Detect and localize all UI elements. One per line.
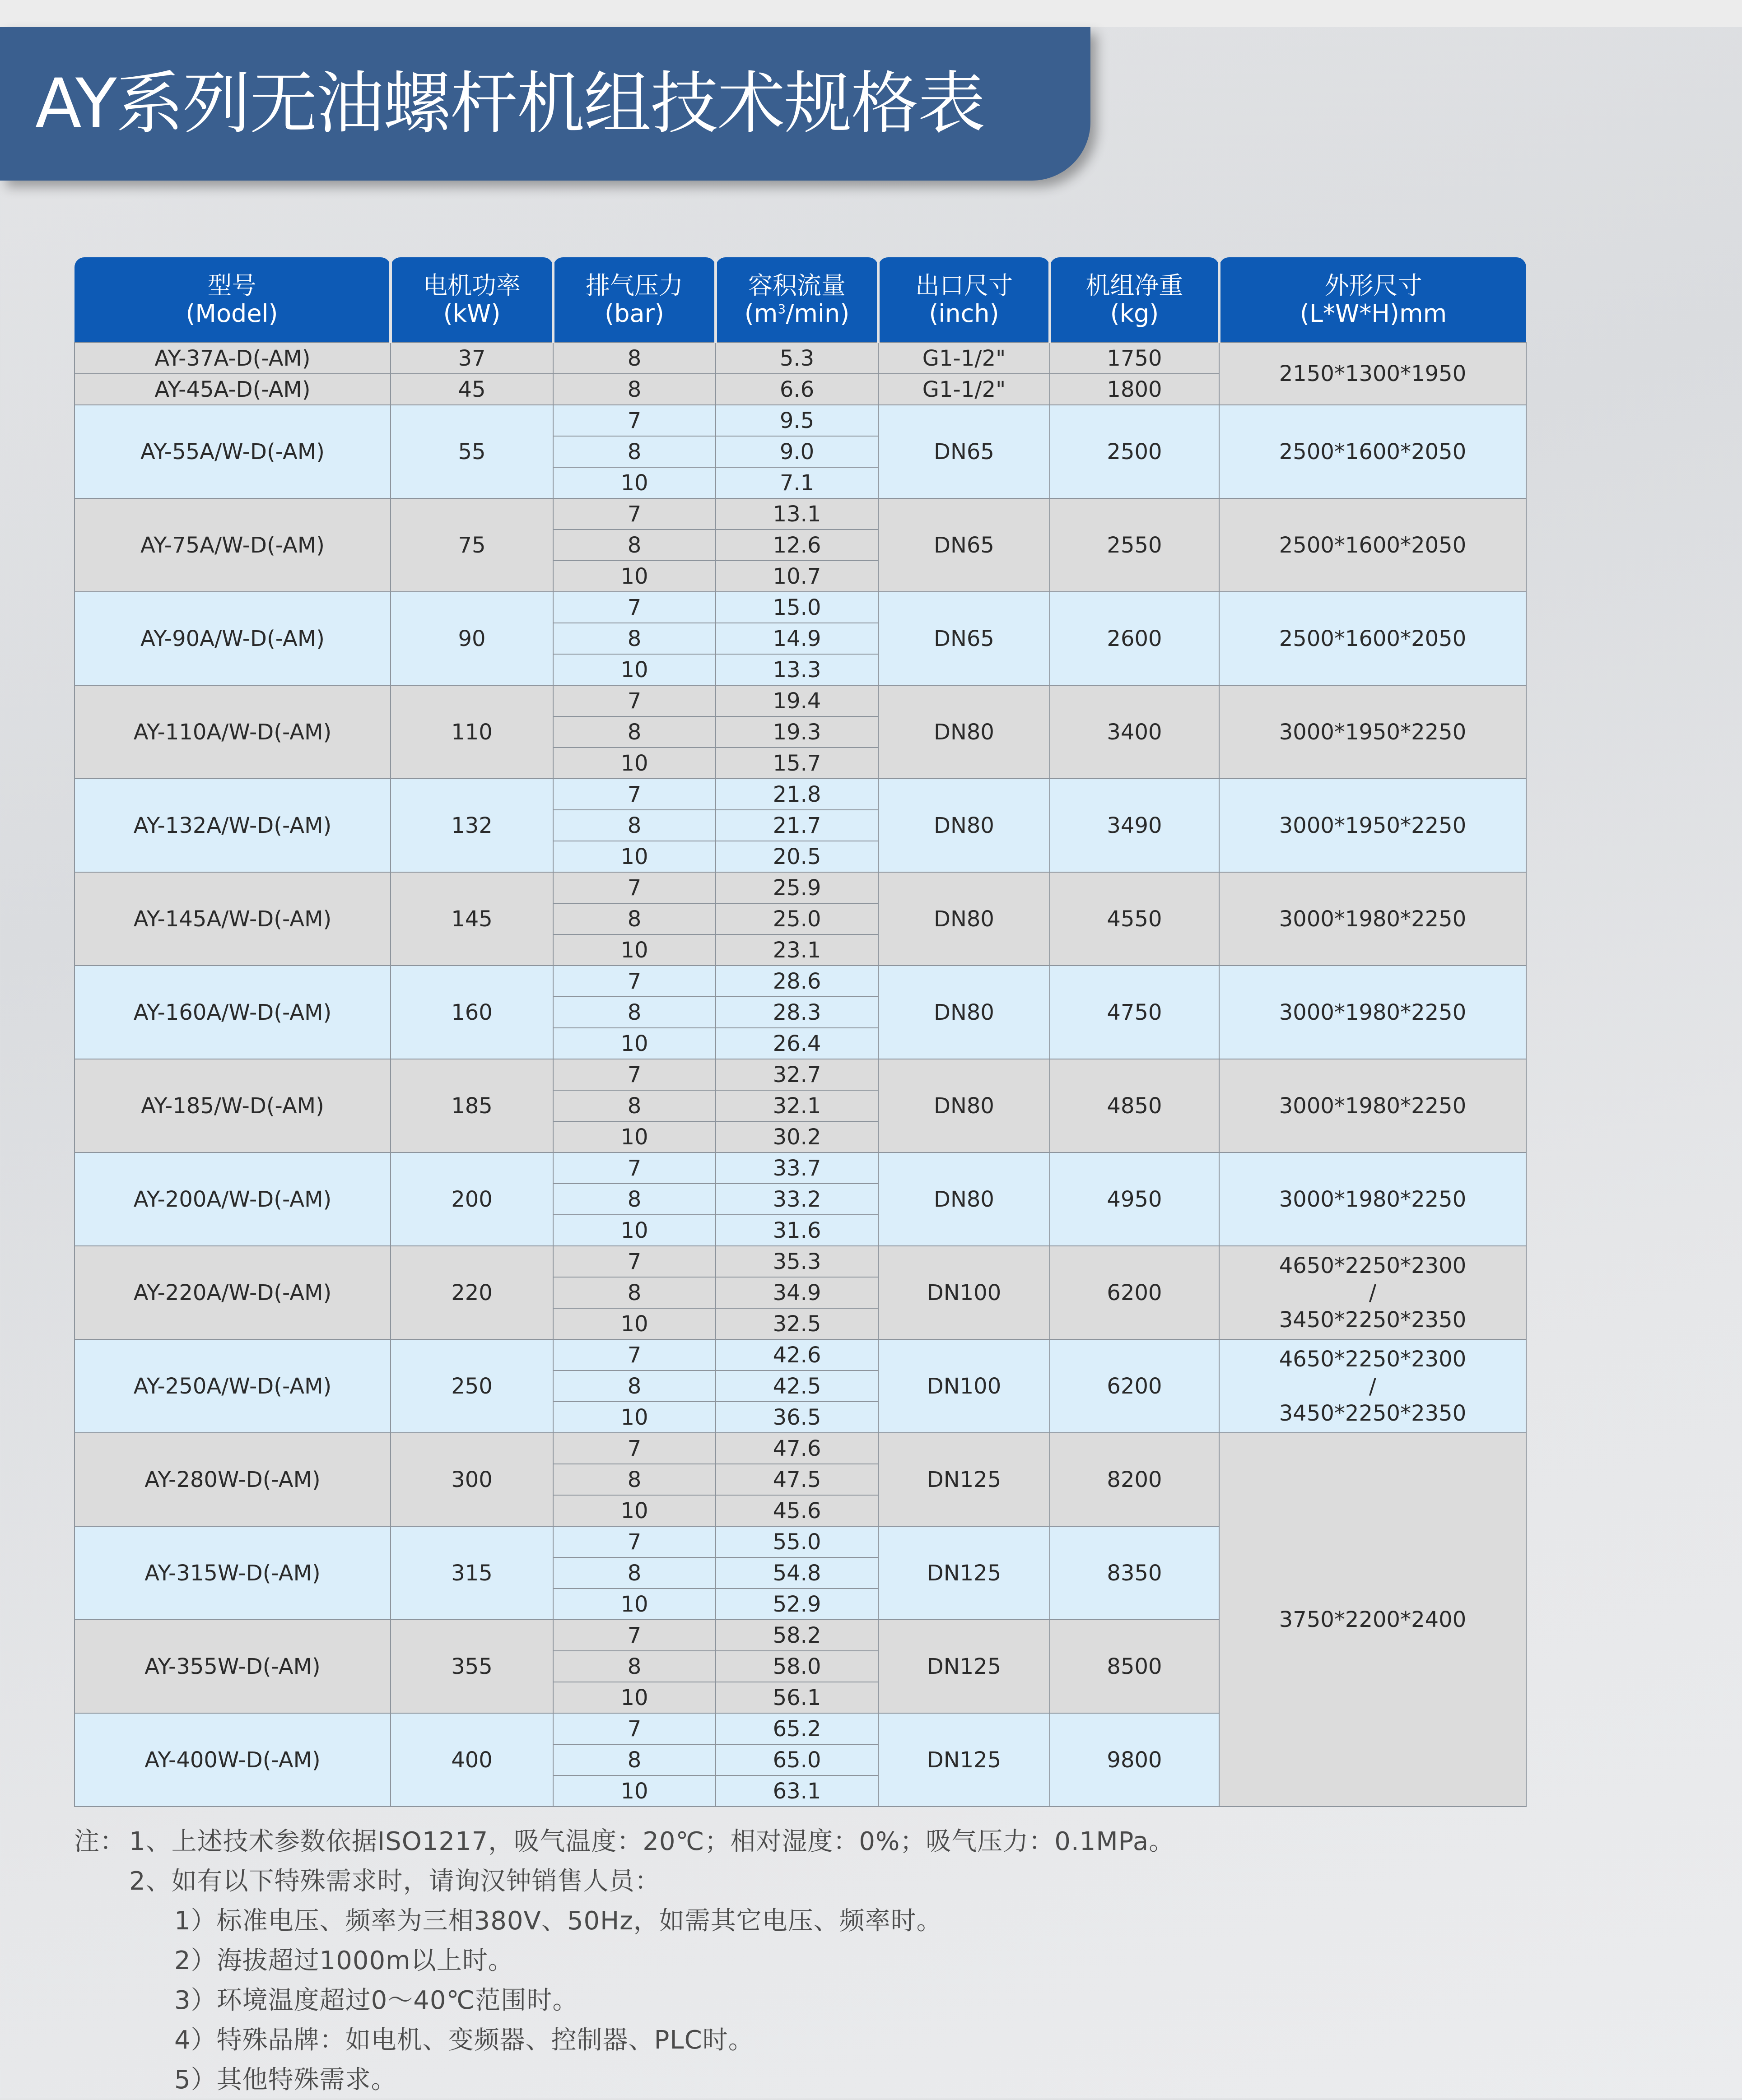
pressure-cell: 10 [553,1775,716,1807]
table-row [75,872,1526,903]
dimension-cell: 2500*1600*2050 [1219,405,1526,498]
col-header-flow [716,257,878,343]
flow-cell: 9.5 [716,405,878,436]
model-cell: AY-355W-D(-AM) [75,1620,391,1713]
model-cell: AY-185/W-D(-AM) [75,1059,391,1152]
pressure-cell: 10 [553,1028,716,1059]
pressure-cell: 10 [553,748,716,779]
flow-cell: 19.3 [716,716,878,748]
weight-cell: 3490 [1050,779,1219,872]
flow-cell: 15.0 [716,592,878,623]
pressure-cell: 8 [553,623,716,654]
pressure-cell: 8 [553,1557,716,1589]
pressure-cell: 7 [553,779,716,810]
outlet-cell: DN100 [878,1246,1050,1339]
flow-cell: 25.9 [716,872,878,903]
power-cell: 250 [391,1339,553,1433]
flow-cell: 26.4 [716,1028,878,1059]
flow-cell: 36.5 [716,1402,878,1433]
col-header-power [391,257,553,343]
pressure-cell: 7 [553,1433,716,1464]
flow-cell: 20.5 [716,841,878,872]
flow-cell: 33.7 [716,1152,878,1184]
model-cell: AY-37A-D(-AM) [75,343,391,374]
note-line: 1）标准电压、频率为三相380V、50Hz，如需其它电压、频率时。 [174,1906,942,1936]
power-cell: 355 [391,1620,553,1713]
col-header-unit [717,300,877,328]
dimension-cell: 3000*1950*2250 [1219,685,1526,779]
col-header-unit: (kW) [443,299,501,328]
flow-cell: 9.0 [716,436,878,467]
outlet-cell: DN80 [878,685,1050,779]
flow-cell: 65.2 [716,1713,878,1744]
flow-cell: 45.6 [716,1495,878,1526]
pressure-cell: 10 [553,1495,716,1526]
power-cell: 55 [391,405,553,498]
table-row [75,685,1526,716]
note-line: 5）其他特殊需求。 [174,2065,397,2095]
header-row [75,257,1526,343]
pressure-cell: 7 [553,592,716,623]
col-header-model [75,257,391,343]
pressure-cell: 8 [553,1744,716,1775]
pressure-cell: 7 [553,1339,716,1371]
pressure-cell: 7 [553,498,716,530]
dimension-cell: 3000*1980*2250 [1219,966,1526,1059]
pressure-cell: 8 [553,903,716,934]
col-header-unit: (bar) [605,299,664,328]
outlet-cell: DN125 [878,1526,1050,1620]
pressure-cell: 8 [553,1090,716,1121]
col-header-weight [1050,257,1219,343]
dimension-line: 4650*2250*2300 [1279,1253,1467,1278]
weight-cell: 4850 [1050,1059,1219,1152]
model-cell: AY-160A/W-D(-AM) [75,966,391,1059]
dimension-line: 4650*2250*2300 [1279,1346,1467,1372]
pressure-cell: 8 [553,716,716,748]
col-header-label: 机组净重 [1085,271,1183,300]
pressure-cell: 8 [553,436,716,467]
unit-part: (m [744,299,778,328]
note-line: 4）特殊品牌：如电机、变频器、控制器、PLC时。 [174,2026,754,2055]
dimension-cell: 3000*1980*2250 [1219,1059,1526,1152]
weight-cell: 1750 [1050,343,1219,374]
dimension-cell: 3000*1980*2250 [1219,872,1526,966]
model-cell: AY-110A/W-D(-AM) [75,685,391,779]
flow-cell: 13.3 [716,654,878,685]
power-cell: 185 [391,1059,553,1152]
pressure-cell: 10 [553,934,716,966]
flow-cell: 52.9 [716,1589,878,1620]
weight-cell: 4950 [1050,1152,1219,1246]
power-cell: 45 [391,374,553,405]
pressure-cell: 8 [553,374,716,405]
flow-cell: 42.5 [716,1371,878,1402]
weight-cell: 2600 [1050,592,1219,685]
flow-cell: 34.9 [716,1277,878,1308]
pressure-cell: 7 [553,685,716,716]
table-row [75,1246,1526,1277]
pressure-cell: 8 [553,810,716,841]
dimension-cell: 2500*1600*2050 [1219,592,1526,685]
unit-part: /min) [786,299,850,328]
weight-cell: 8500 [1050,1620,1219,1713]
power-cell: 220 [391,1246,553,1339]
weight-cell: 6200 [1050,1339,1219,1433]
weight-cell: 4750 [1050,966,1219,1059]
table-row [75,343,1526,374]
pressure-cell: 7 [553,1713,716,1744]
model-cell: AY-55A/W-D(-AM) [75,405,391,498]
flow-cell: 23.1 [716,934,878,966]
weight-cell: 3400 [1050,685,1219,779]
model-cell: AY-145A/W-D(-AM) [75,872,391,966]
outlet-cell: DN80 [878,779,1050,872]
weight-cell: 2500 [1050,405,1219,498]
model-cell: AY-90A/W-D(-AM) [75,592,391,685]
dimension-cell: 3750*2200*2400 [1219,1433,1526,1807]
flow-cell: 21.7 [716,810,878,841]
outlet-cell: DN125 [878,1433,1050,1526]
flow-cell: 21.8 [716,779,878,810]
flow-cell: 63.1 [716,1775,878,1807]
power-cell: 200 [391,1152,553,1246]
flow-cell: 47.5 [716,1464,878,1495]
outlet-cell: DN65 [878,405,1050,498]
model-cell: AY-220A/W-D(-AM) [75,1246,391,1339]
pressure-cell: 7 [553,405,716,436]
flow-cell: 47.6 [716,1433,878,1464]
col-header-pressure [553,257,716,343]
power-cell: 315 [391,1526,553,1620]
model-cell: AY-280W-D(-AM) [75,1433,391,1526]
pressure-cell: 10 [553,1589,716,1620]
flow-cell: 19.4 [716,685,878,716]
flow-cell: 30.2 [716,1121,878,1152]
pressure-cell: 7 [553,1620,716,1651]
pressure-cell: 10 [553,1121,716,1152]
pressure-cell: 10 [553,467,716,498]
flow-cell: 65.0 [716,1744,878,1775]
col-header-label: 出口尺寸 [915,271,1013,300]
outlet-cell: DN80 [878,966,1050,1059]
pressure-cell: 10 [553,654,716,685]
flow-cell: 25.0 [716,903,878,934]
dimension-cell: 2150*1300*1950 [1219,343,1526,405]
dimension-cell [1219,1339,1526,1433]
table-row [75,1152,1526,1184]
model-cell: AY-250A/W-D(-AM) [75,1339,391,1433]
flow-cell: 42.6 [716,1339,878,1371]
weight-cell: 2550 [1050,498,1219,592]
power-cell: 110 [391,685,553,779]
table-row [75,405,1526,436]
col-header-outlet [878,257,1050,343]
pressure-cell: 7 [553,1152,716,1184]
table-row [75,966,1526,997]
flow-cell: 56.1 [716,1682,878,1713]
weight-cell: 6200 [1050,1246,1219,1339]
pressure-cell: 10 [553,841,716,872]
power-cell: 90 [391,592,553,685]
note-line: 2）海拔超过1000m以上时。 [174,1946,514,1975]
dimension-line: / [1369,1280,1377,1306]
page-title: AY系列无油螺杆机组技术规格表 [35,65,985,143]
col-header-unit: (inch) [929,299,999,328]
outlet-cell: DN65 [878,498,1050,592]
pressure-cell: 8 [553,1277,716,1308]
note-line: 3）环境温度超过0～40℃范围时。 [174,1986,578,2015]
table-row [75,498,1526,530]
unit-superscript: 3 [778,302,786,316]
model-cell: AY-75A/W-D(-AM) [75,498,391,592]
flow-cell: 58.0 [716,1651,878,1682]
pressure-cell: 10 [553,561,716,592]
dimension-line: 3450*2250*2350 [1279,1307,1467,1333]
note-prefix: 注： [74,1827,126,1856]
pressure-cell: 10 [553,1402,716,1433]
weight-cell: 4550 [1050,872,1219,966]
outlet-cell: DN100 [878,1339,1050,1433]
power-cell: 300 [391,1433,553,1526]
dimension-cell: 2500*1600*2050 [1219,498,1526,592]
dimension-line: / [1369,1373,1377,1399]
table-row [75,1059,1526,1090]
flow-cell: 54.8 [716,1557,878,1589]
weight-cell: 8350 [1050,1526,1219,1620]
flow-cell: 55.0 [716,1526,878,1557]
pressure-cell: 10 [553,1308,716,1339]
flow-cell: 32.1 [716,1090,878,1121]
flow-cell: 7.1 [716,467,878,498]
pressure-cell: 7 [553,872,716,903]
col-header-unit: (Model) [186,299,278,328]
model-cell: AY-400W-D(-AM) [75,1713,391,1807]
pressure-cell: 7 [553,1059,716,1090]
weight-cell: 8200 [1050,1433,1219,1526]
flow-cell: 32.5 [716,1308,878,1339]
pressure-cell: 8 [553,1464,716,1495]
pressure-cell: 7 [553,1246,716,1277]
power-cell: 37 [391,343,553,374]
pressure-cell: 8 [553,1651,716,1682]
notes-section [74,1822,1564,2100]
pressure-cell: 8 [553,530,716,561]
pressure-cell: 8 [553,1371,716,1402]
title-banner [0,27,1090,181]
pressure-cell: 8 [553,997,716,1028]
col-header-unit: (L*W*H)mm [1300,299,1447,328]
pressure-cell: 8 [553,343,716,374]
flow-cell: 13.1 [716,498,878,530]
col-header-label: 容积流量 [748,271,846,300]
note-line: 2、如有以下特殊需求时，请询汉钟销售人员： [129,1867,661,1896]
flow-cell: 28.3 [716,997,878,1028]
outlet-cell: G1-1/2" [878,343,1050,374]
table-row [75,592,1526,623]
top-strip [0,0,1742,27]
outlet-cell: DN125 [878,1620,1050,1713]
pressure-cell: 10 [553,1682,716,1713]
power-cell: 145 [391,872,553,966]
power-cell: 75 [391,498,553,592]
flow-cell: 31.6 [716,1215,878,1246]
pressure-cell: 7 [553,966,716,997]
flow-cell: 10.7 [716,561,878,592]
note-line [74,1822,1564,1862]
pressure-cell: 8 [553,1184,716,1215]
power-cell: 160 [391,966,553,1059]
table-row [75,1433,1526,1464]
model-cell: AY-315W-D(-AM) [75,1526,391,1620]
flow-cell: 14.9 [716,623,878,654]
outlet-cell: DN125 [878,1713,1050,1807]
flow-cell: 15.7 [716,748,878,779]
flow-cell: 32.7 [716,1059,878,1090]
power-cell: 400 [391,1713,553,1807]
outlet-cell: DN80 [878,872,1050,966]
col-header-label: 外形尺寸 [1324,271,1422,300]
col-header-label: 电机功率 [423,271,521,300]
flow-cell: 28.6 [716,966,878,997]
weight-cell: 1800 [1050,374,1219,405]
dimension-line: 3450*2250*2350 [1279,1400,1467,1426]
col-header-label: 排气压力 [586,271,683,300]
table-row [75,779,1526,810]
power-cell: 132 [391,779,553,872]
outlet-cell: DN80 [878,1152,1050,1246]
col-header-dimension [1219,257,1526,343]
flow-cell: 58.2 [716,1620,878,1651]
model-cell: AY-132A/W-D(-AM) [75,779,391,872]
weight-cell: 9800 [1050,1713,1219,1807]
outlet-cell: DN65 [878,592,1050,685]
outlet-cell: DN80 [878,1059,1050,1152]
model-cell: AY-200A/W-D(-AM) [75,1152,391,1246]
dimension-cell: 3000*1950*2250 [1219,779,1526,872]
spec-table [74,257,1527,1807]
flow-cell: 6.6 [716,374,878,405]
dimension-cell: 3000*1980*2250 [1219,1152,1526,1246]
pressure-cell: 10 [553,1215,716,1246]
flow-cell: 12.6 [716,530,878,561]
flow-cell: 35.3 [716,1246,878,1277]
col-header-unit: (kg) [1110,299,1159,328]
note-text: 1、上述技术参数依据ISO1217，吸气温度：20℃；相对湿度：0%；吸气压力：0.1MPa。 [129,1827,1175,1856]
model-cell: AY-45A-D(-AM) [75,374,391,405]
dimension-cell [1219,1246,1526,1339]
flow-cell: 33.2 [716,1184,878,1215]
flow-cell: 5.3 [716,343,878,374]
col-header-label: 型号 [207,271,256,300]
pressure-cell: 7 [553,1526,716,1557]
table-row [75,1339,1526,1371]
outlet-cell: G1-1/2" [878,374,1050,405]
